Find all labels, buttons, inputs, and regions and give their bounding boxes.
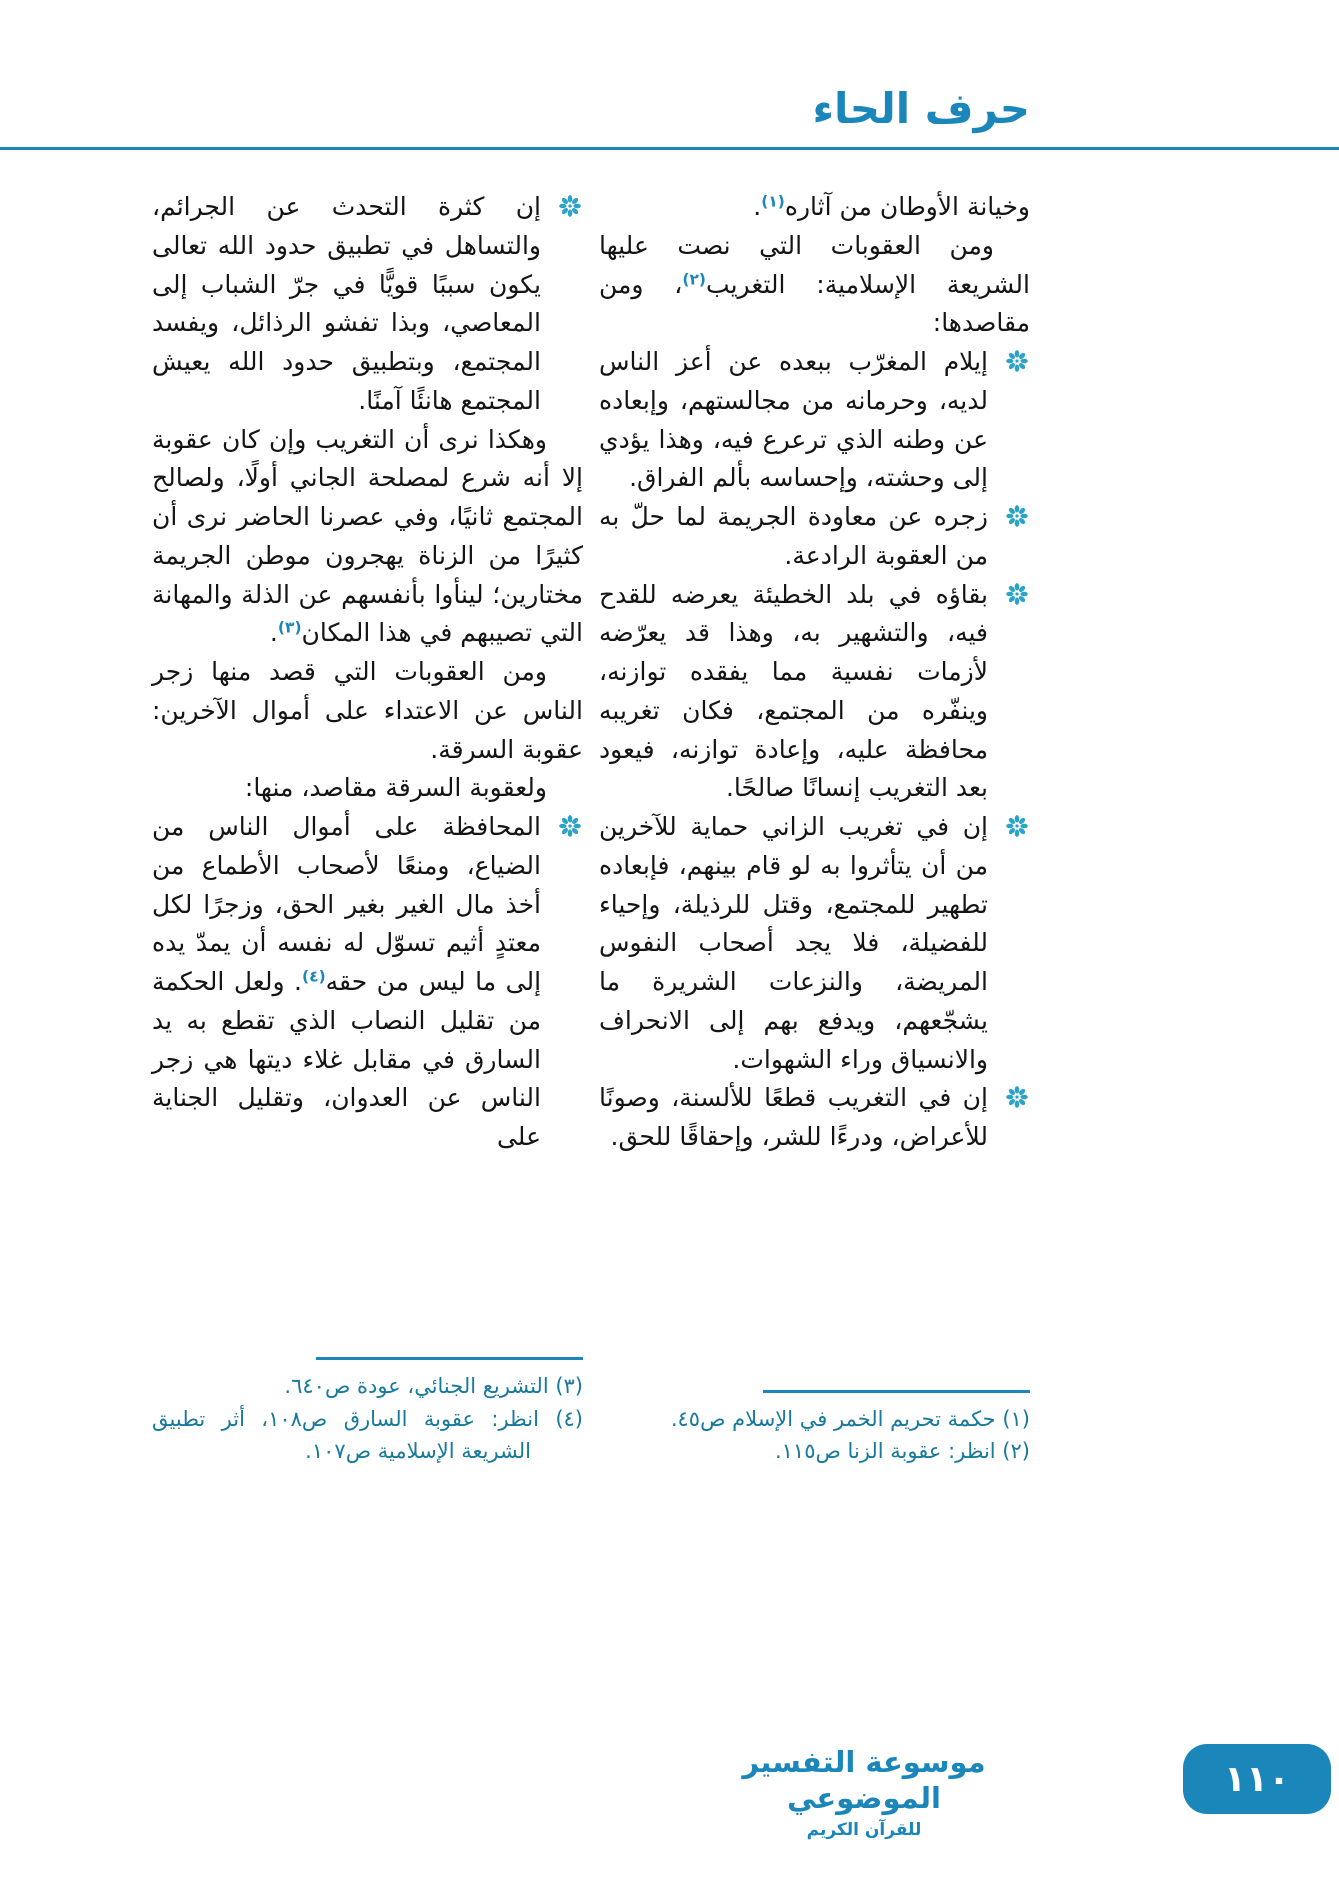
paragraph-text: ومن العقوبات التي نصت عليها الشريعة الإسلامية: التغريب$^{(٢)}$، ومن مقاصدها: [599,230,1030,338]
paragraph-text: ولعقوبة السرقة مقاصد، منها: [244,773,547,803]
paragraph [152,769,583,808]
paragraphs-right [599,188,1030,1157]
flower-bullet-icon [1006,1086,1028,1108]
footnote-list-left [152,1370,583,1468]
page-content [152,188,1030,1468]
emblem-title: موسوعة التفسير الموضوعي [742,1744,986,1815]
flower-bullet-icon [1006,815,1028,837]
footnotes-right [599,1372,1030,1468]
bulleted-paragraph [599,1079,1030,1157]
paragraph-text: زجره عن معاودة الجريمة لما حلّ به من العقوبة الرادعة. [599,502,988,570]
paragraph-text: ومن العقوبات التي قصد منها زجر الناس عن الاعتداء على أموال الآخرين: عقوبة السرقة. [152,657,583,764]
footnotes-left [152,1339,583,1468]
paragraph [599,227,1030,343]
footnote-ref: (١) [761,192,785,211]
footnote-ref: (٢) [682,269,707,288]
footnote-separator [763,1390,1030,1393]
header-rule [0,147,1339,150]
flower-bullet-icon [1006,583,1028,605]
paragraph-text: وهكذا نرى أن التغريب وإن كان عقوبة إلا أنه شرع لمصلحة الجاني أولًا، ولصالح المجتمع ثانيًا، وفي عصرنا الحاضر نرى أن كثيرًا من الزناة يهجرون موطن الجريمة مختارين؛ لينأوا بأنفسهم عن الذلة والمهانة التي تصيبهم في هذا المكان$^{(٣)}$. [152,424,583,648]
paragraph [599,188,1030,227]
paragraphs-left [152,188,583,1157]
flower-bullet-icon [1006,350,1028,372]
bulleted-paragraph [599,343,1030,498]
footnote-ref: (٤) [302,967,326,986]
paragraph [152,421,583,654]
paragraph [152,653,583,769]
paragraph-text: إن في تغريب الزاني حماية للآخرين من أن يتأثروا به لو قام بينهم، فإبعاده تطهير للمجتمع، وقتل للرذيلة، وإحياء للفضيلة، فلا يجد أصحاب النفوس المريضة، والنزعات الشريرة ما يشجّعهم، ويدفع بهم إلى الانحراف والانسياق وراء الشهوات. [599,812,988,1074]
flower-bullet-icon [1006,505,1028,527]
series-emblem [729,1744,999,1841]
footnote-separator [316,1357,583,1360]
column-left [152,188,583,1468]
paragraph-text: بقاؤه في بلد الخطيئة يعرضه للقدح فيه، والتشهير به، وهذا قد يعرّضه لأزمات نفسية مما يفقده توازنه، وينفّره من المجتمع، فكان تغريبه محافظة عليه، وإعادة توازنه، فيعود بعد التغريب إنسانًا صالحًا. [599,579,988,803]
page-number: ١١٠ [1224,1758,1290,1800]
footnote: (١) حكمة تحريم الخمر في الإسلام ص٤٥. [670,1406,1030,1431]
bulleted-paragraph [152,808,583,1157]
flower-bullet-icon [559,815,581,837]
emblem-subtitle: للقرآن الكريم [806,1820,922,1840]
section-title: حرف الحاء [812,84,1030,133]
paragraph-text: وخيانة الأوطان من آثاره$^{(١)}$. [753,192,1030,221]
footnote: (٢) انظر: عقوبة الزنا ص١١٥. [774,1439,1030,1464]
footnote: (٤) انظر: عقوبة السارق ص١٠٨، أثر تطبيق الشريعة الإسلامية ص١٠٧. [152,1406,583,1464]
paragraph-text: إن في التغريب قطعًا للألسنة، وصونًا للأعراض، ودرءًا للشر، وإحقاقًا للحق. [599,1083,988,1151]
paragraph-text: المحافظة على أموال الناس من الضياع، ومنعًا لأصحاب الأطماع من أخذ مال الغير بغير الحق، وزجرًا لكل معتدٍ أثيم تسوّل له نفسه أن يمدّ يده إلى ما ليس من حقه$^{(٤)}$. ولعل الحكمة من تقليل النصاب الذي تقطع به يد السارق في مقابل غلاء ديتها هي زجر الناس عن العدوان، وتقليل الجناية على [152,812,542,1151]
footnote: (٣) التشريع الجنائي، عودة ص٦٤٠. [284,1374,583,1399]
bulleted-paragraph [599,808,1030,1079]
bulleted-paragraph [152,188,583,421]
bulleted-paragraph [599,576,1030,809]
footnote-ref: (٣) [277,618,302,637]
page-number-badge [1183,1744,1331,1814]
bulleted-paragraph [599,498,1030,576]
footnote-list-right [599,1403,1030,1468]
column-right [599,188,1030,1468]
paragraph-text: إيلام المغرّب ببعده عن أعز الناس لديه، وحرمانه من مجالستهم، وإبعاده عن وطنه الذي ترعرع فيه، وهذا يؤدي إلى وحشته، وإحساسه بألم الفراق. [599,347,988,493]
flower-bullet-icon [559,195,581,217]
paragraph-text: إن كثرة التحدث عن الجرائم، والتساهل في تطبيق حدود الله تعالى يكون سببًا قويًّا في جرّ الشباب إلى المعاصي، وبذا تفشو الرذائل، ويفسد المجتمع، وبتطبيق حدود الله يعيش المجتمع هانئًا آمنًا. [152,192,541,415]
